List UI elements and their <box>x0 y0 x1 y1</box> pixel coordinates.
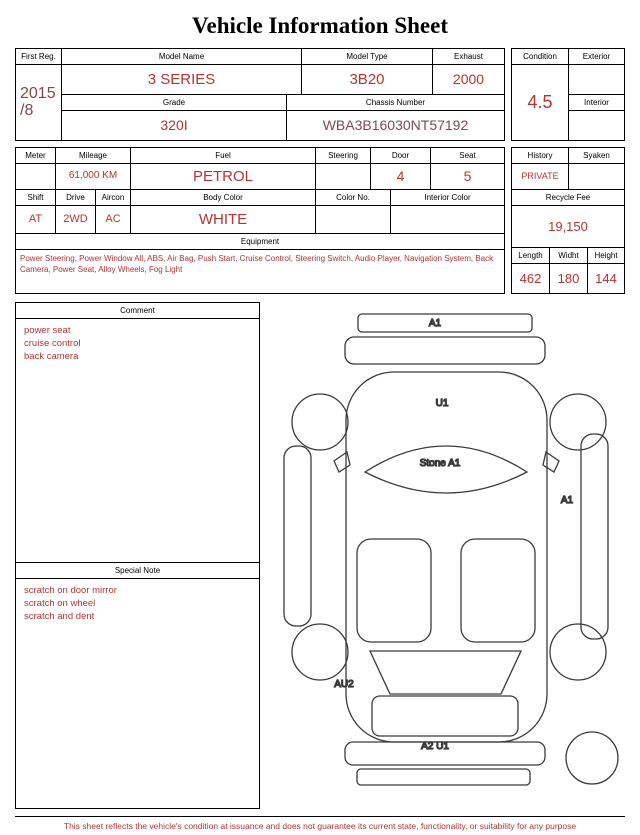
history-label: History <box>512 148 568 164</box>
interior-value <box>569 111 624 140</box>
first-reg-value: 2015 /8 <box>20 84 56 119</box>
rear-window <box>370 651 521 694</box>
mileage-cell <box>56 148 131 189</box>
color-no-label: Color No. <box>316 190 390 206</box>
damage-mark-bottom: A2 U1 <box>421 741 449 752</box>
equipment-value: Power Steering, Power Window All, ABS, Air Bag, Push Start, Cruise Control, Steering Switch, Audio Player, Navigation System, Back Camera, Power Seat, Alloy Wheels, Fog Light <box>20 253 494 274</box>
chassis-cell <box>287 95 504 140</box>
drive-cell <box>56 190 96 233</box>
fuel-label: Fuel <box>131 148 315 164</box>
comment-line: cruise control <box>24 338 81 349</box>
shift-value: AT <box>28 212 43 225</box>
meter-label: Meter <box>16 148 55 164</box>
special-note-line: scratch on door mirror <box>24 585 117 596</box>
damage-mark-bottom-left: AU2 <box>334 679 354 690</box>
height-label: Height <box>588 248 624 264</box>
height-cell <box>588 248 624 293</box>
front-trim <box>358 314 532 332</box>
comment-text <box>16 319 259 562</box>
chassis-label: Chassis Number <box>287 95 504 111</box>
disclaimer-text: This sheet reflects the vehicle's condition at issuance and does not guarantee its current state, functionality, or suitability for any purpose <box>15 816 625 831</box>
specs-right <box>511 147 625 294</box>
steering-value <box>316 164 370 189</box>
condition-label: Condition <box>512 49 568 65</box>
recycle-fee-label: Recycle Fee <box>512 190 624 206</box>
right-mirror <box>543 452 559 472</box>
model-name-label: Model Name <box>62 49 301 65</box>
wheel-rear-left <box>292 624 348 680</box>
exterior-label: Exterior <box>569 49 624 65</box>
exhaust-label: Exhaust <box>433 49 504 65</box>
recycle-fee-value: 19,150 <box>548 218 588 234</box>
equipment-label: Equipment <box>16 233 504 250</box>
length-value: 462 <box>519 270 542 286</box>
grade-value: 320I <box>160 117 188 134</box>
seat-label: Seat <box>431 148 504 164</box>
interior-color-label: Interior Color <box>391 190 504 206</box>
comment-label: Comment <box>16 303 259 319</box>
exhaust-cell <box>433 49 504 94</box>
special-note-line: scratch on wheel <box>24 598 96 609</box>
model-type-label: Model Type <box>302 49 432 65</box>
right-door-glass <box>461 539 535 642</box>
first-reg-label: First Reg. <box>16 49 61 65</box>
model-type-value: 3B20 <box>349 70 385 88</box>
comment-line: power seat <box>24 325 71 336</box>
specs-block <box>15 147 625 294</box>
comment-line: back camera <box>24 351 79 362</box>
body-color-cell <box>131 190 316 233</box>
page-title: Vehicle Information Sheet <box>192 13 448 38</box>
height-value: 144 <box>595 270 617 286</box>
mileage-label: Mileage <box>56 148 130 164</box>
condition-value: 4.5 <box>527 92 553 113</box>
door-cell <box>371 148 431 189</box>
damage-mark-right: A1 <box>560 495 574 506</box>
recycle-fee-cell <box>512 190 624 248</box>
width-label: Widht <box>550 248 587 264</box>
body-color-label: Body Color <box>131 190 315 206</box>
wheel-rear-right <box>550 624 606 680</box>
history-cell <box>512 148 569 189</box>
main-area <box>15 302 625 812</box>
registration-main <box>15 48 505 141</box>
trunk <box>372 696 518 736</box>
special-note-label: Special Note <box>16 562 259 579</box>
windshield <box>365 446 527 493</box>
syaken-label: Syaken <box>569 148 624 164</box>
left-door-glass <box>357 539 431 642</box>
syaken-cell <box>569 148 624 189</box>
exterior-interior-cell <box>569 49 624 140</box>
special-note-line: scratch and dent <box>24 611 95 622</box>
condition-block <box>511 48 625 141</box>
width-value: 180 <box>557 270 580 286</box>
aircon-value: AC <box>105 212 121 225</box>
body-color-value: WHITE <box>198 210 248 228</box>
mileage-value: 61,000 KM <box>68 170 118 182</box>
right-side-trim <box>581 434 608 639</box>
grade-cell <box>62 95 287 140</box>
spare-tire <box>566 732 618 784</box>
color-no-cell <box>316 190 391 233</box>
history-value: PRIVATE <box>521 170 559 181</box>
steering-cell <box>316 148 371 189</box>
condition-cell <box>512 49 569 140</box>
length-label: Length <box>512 248 549 264</box>
registration-block <box>15 48 625 141</box>
meter-value <box>16 164 55 189</box>
car-top-view-diagram <box>265 302 625 812</box>
comment-box <box>15 302 260 809</box>
meter-cell <box>16 148 56 189</box>
drive-label: Drive <box>56 190 95 206</box>
width-cell <box>550 248 588 293</box>
aircon-label: Aircon <box>96 190 130 206</box>
door-label: Door <box>371 148 430 164</box>
damage-mark-top: A1 <box>428 318 442 329</box>
syaken-value <box>569 164 624 189</box>
seat-value: 5 <box>463 168 472 185</box>
interior-color-value <box>391 206 504 233</box>
front-bumper <box>345 337 545 364</box>
wheel-front-right <box>550 394 606 450</box>
car-body-outline <box>346 372 547 742</box>
left-side-trim <box>284 446 311 626</box>
model-name-value: 3 SERIES <box>147 70 216 88</box>
chassis-value: WBA3B16030NT57192 <box>322 117 469 134</box>
shift-cell <box>16 190 56 233</box>
exhaust-value: 2000 <box>452 71 485 88</box>
interior-color-cell <box>391 190 504 233</box>
damage-mark-center: Stone A1 <box>419 458 461 469</box>
wheel-front-left <box>292 394 348 450</box>
special-note-text <box>16 579 259 808</box>
specs-main <box>15 147 505 294</box>
length-cell <box>512 248 550 293</box>
grade-label: Grade <box>62 95 286 111</box>
model-name-cell <box>62 49 302 94</box>
interior-label: Interior <box>569 95 624 111</box>
steering-label: Steering <box>316 148 370 164</box>
drive-value: 2WD <box>63 212 88 225</box>
model-type-cell <box>302 49 433 94</box>
door-value: 4 <box>396 168 405 185</box>
fuel-value: PETROL <box>192 167 253 185</box>
damage-mark-upper: U1 <box>435 398 449 409</box>
exterior-value <box>569 65 624 95</box>
seat-cell <box>431 148 504 189</box>
first-reg-cell <box>16 49 62 140</box>
rear-trim <box>357 769 530 785</box>
left-mirror <box>334 452 350 472</box>
shift-label: Shift <box>16 190 55 206</box>
color-no-value <box>316 206 390 233</box>
aircon-cell <box>96 190 131 233</box>
fuel-cell <box>131 148 316 189</box>
